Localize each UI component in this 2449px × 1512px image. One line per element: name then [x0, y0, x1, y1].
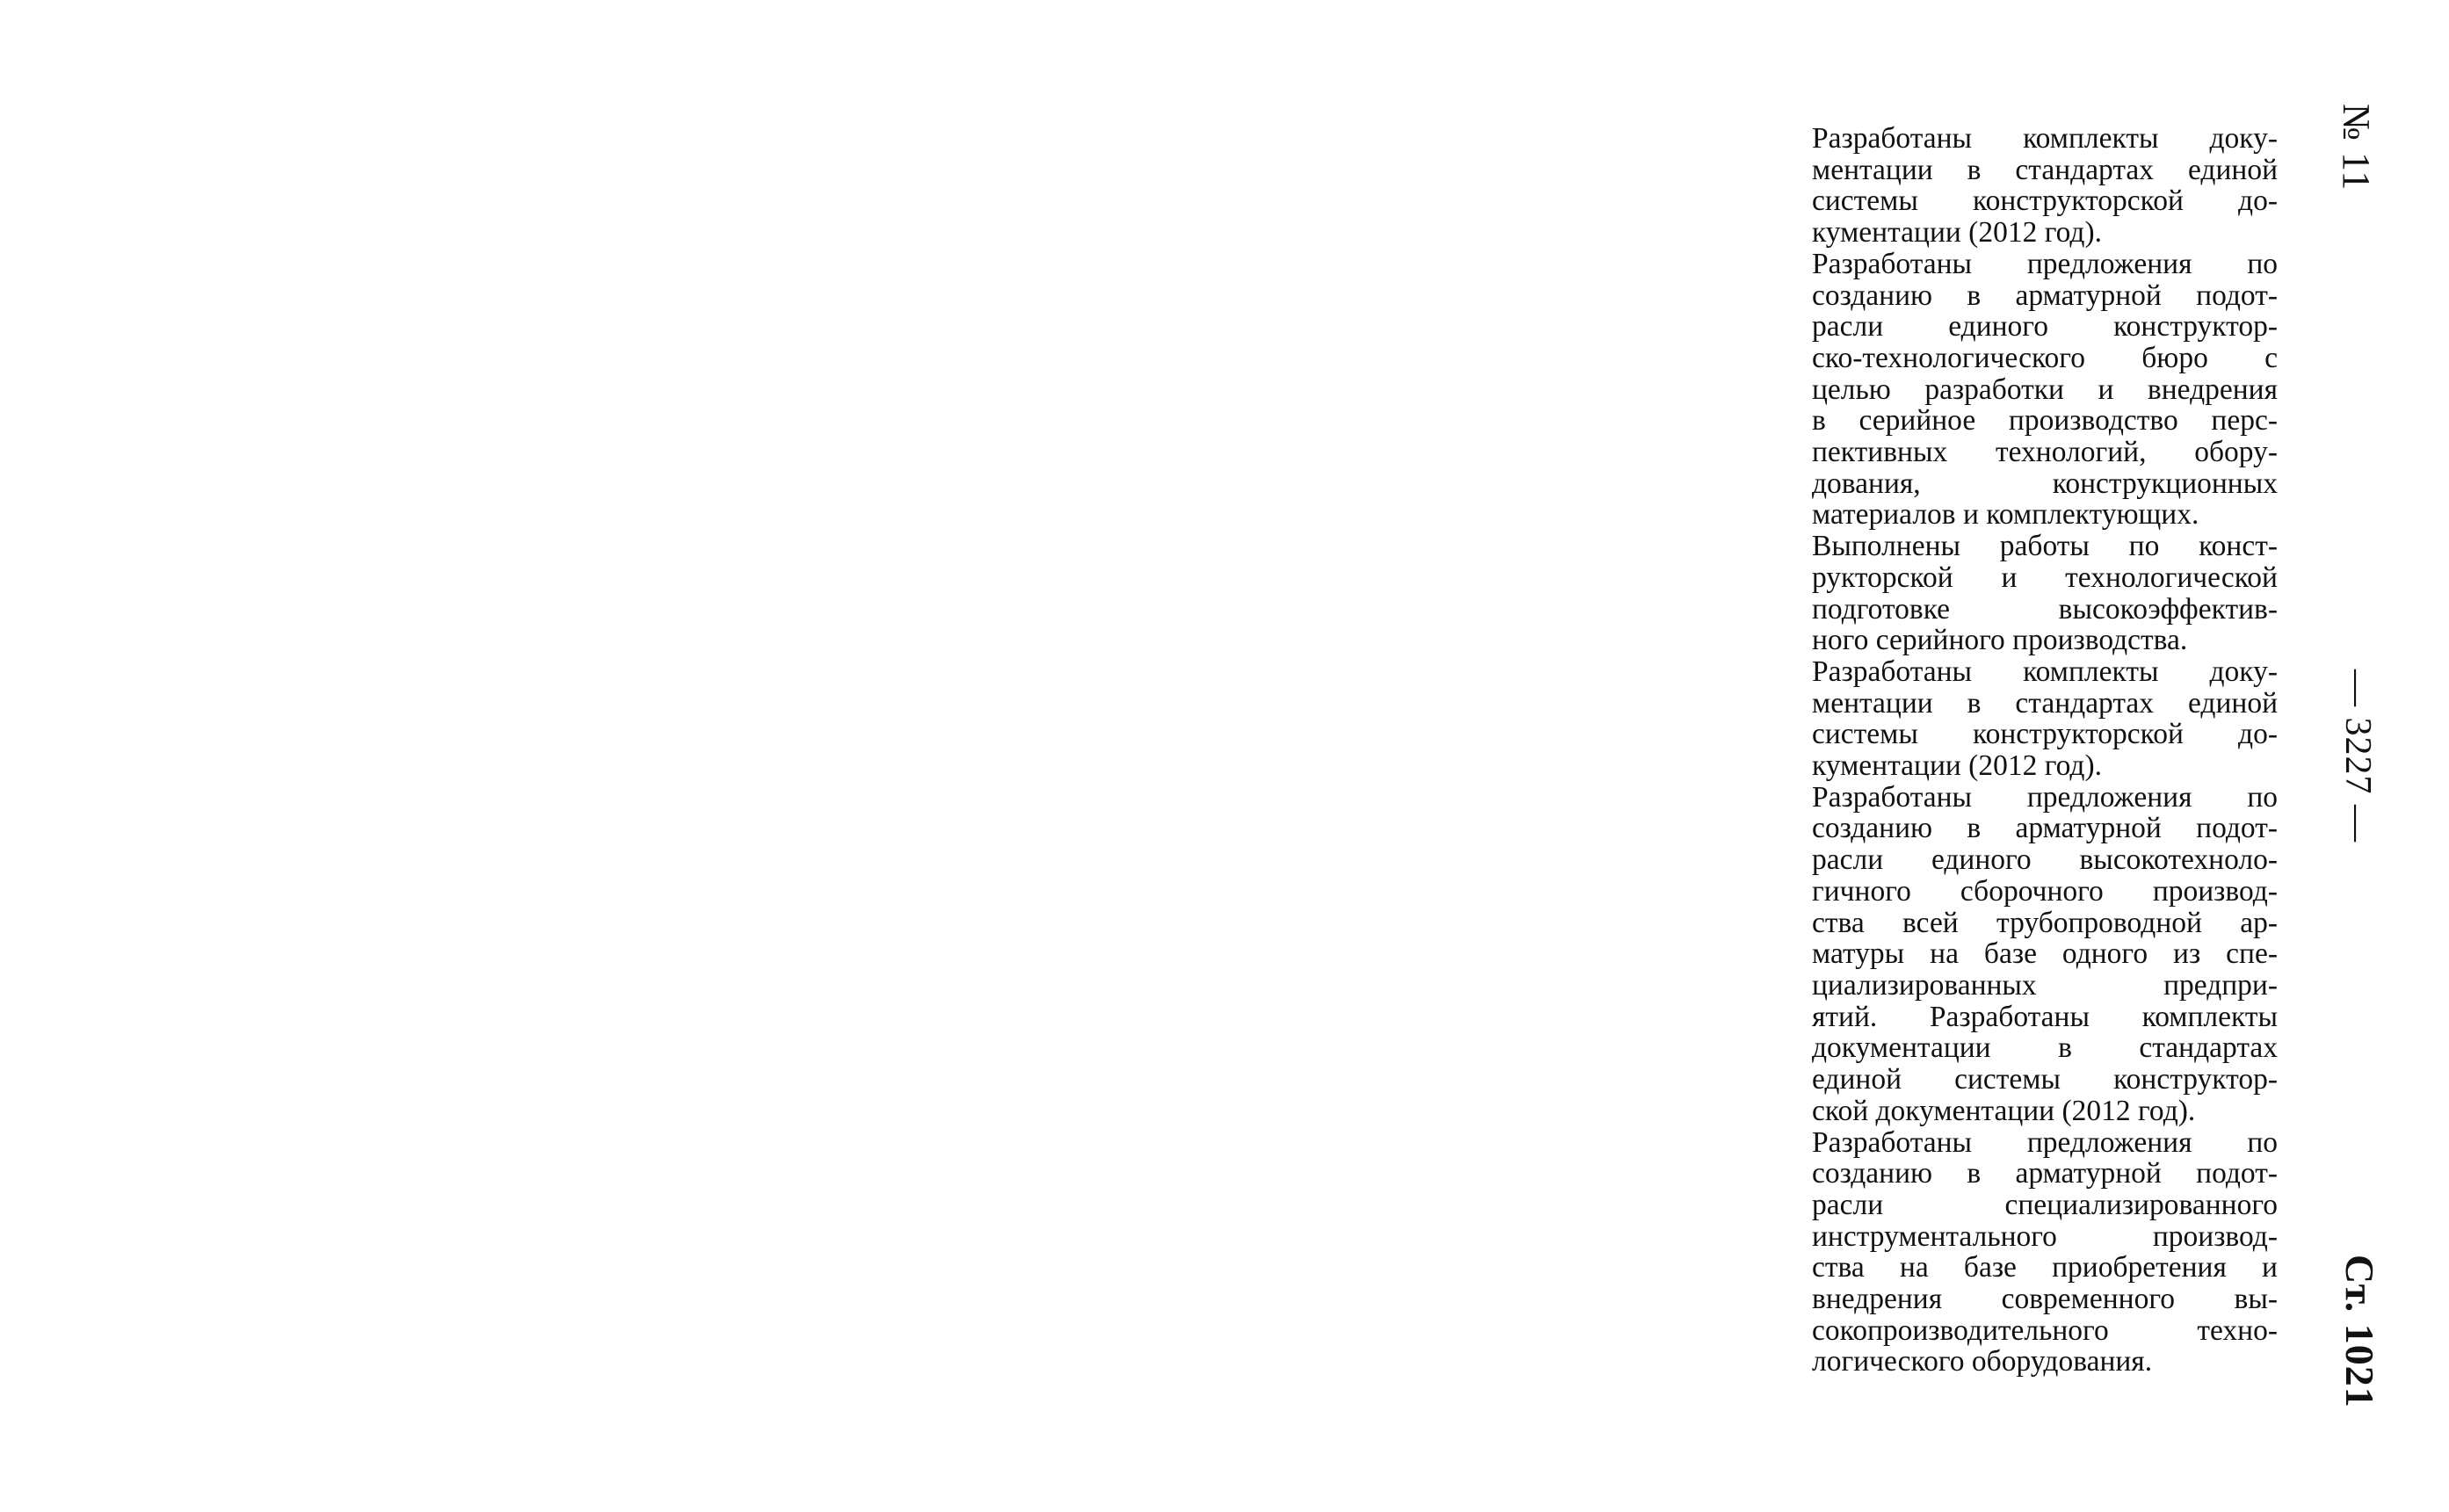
text-line: сокопроизводительного техно- — [1812, 1313, 2278, 1347]
text-line: рукторской и технологической — [1812, 561, 2278, 594]
text-line: ства на базе приобретения и — [1812, 1251, 2278, 1284]
text-line: созданию в арматурной подот- — [1812, 1157, 2278, 1190]
text-line: циализированных предпри- — [1812, 968, 2278, 1002]
text-line: целью разработки и внедрения — [1812, 373, 2278, 406]
text-line: ментации в стандартах единой — [1812, 153, 2278, 186]
column-number: Ст. 1021 — [2337, 1255, 2382, 1408]
text-line: ментации в стандартах единой — [1812, 686, 2278, 720]
text-line: Разработаны комплекты доку- — [1812, 122, 2278, 155]
text-line: ской документации (2012 год). — [1812, 1094, 2196, 1127]
body-text-column — [1812, 123, 2278, 1378]
issue-number: № 11 — [2335, 104, 2378, 192]
text-line: системы конструкторской до- — [1812, 718, 2278, 751]
text-line: ско-технологического бюро с — [1812, 341, 2278, 374]
text-line: ства всей трубопроводной ар- — [1812, 906, 2278, 939]
text-line: кументации (2012 год). — [1812, 749, 2102, 783]
text-line: ятий. Разработаны комплекты — [1812, 1000, 2278, 1033]
text-line: гичного сборочного производ- — [1812, 874, 2278, 908]
text-line: ного серийного производства. — [1812, 624, 2188, 657]
text-line: расли единого высокотехноло- — [1812, 843, 2278, 877]
text-line: инструментального производ- — [1812, 1219, 2278, 1253]
text-line: единой системы конструктор- — [1812, 1063, 2278, 1096]
text-line: созданию в арматурной подот- — [1812, 812, 2278, 845]
text-line: матуры на базе одного из спе- — [1812, 937, 2278, 971]
text-line: дования, конструкционных — [1812, 467, 2278, 500]
text-line: Разработаны предложения по — [1812, 1125, 2278, 1159]
text-line: Разработаны предложения по — [1812, 780, 2278, 814]
text-line: подготовке высокоэффектив- — [1812, 592, 2278, 626]
text-line: пективных технологий, обору- — [1812, 436, 2278, 469]
text-line: расли специализированного — [1812, 1188, 2278, 1221]
text-line: внедрения современного вы- — [1812, 1283, 2278, 1316]
text-line: логического оборудования. — [1812, 1345, 2153, 1378]
text-line: системы конструкторской до- — [1812, 184, 2278, 218]
text-line: расли единого конструктор- — [1812, 310, 2278, 344]
text-line: созданию в арматурной подот- — [1812, 279, 2278, 312]
text-line: документации в стандартах — [1812, 1031, 2278, 1065]
page-number: — 3227 — — [2337, 669, 2378, 843]
text-line: Разработаны предложения по — [1812, 247, 2278, 280]
text-line: кументации (2012 год). — [1812, 216, 2102, 250]
text-line: Разработаны комплекты доку- — [1812, 655, 2278, 688]
text-line: в серийное производство перс- — [1812, 404, 2278, 438]
text-line: материалов и комплектующих. — [1812, 498, 2199, 532]
text-line: Выполнены работы по конст- — [1812, 530, 2278, 563]
